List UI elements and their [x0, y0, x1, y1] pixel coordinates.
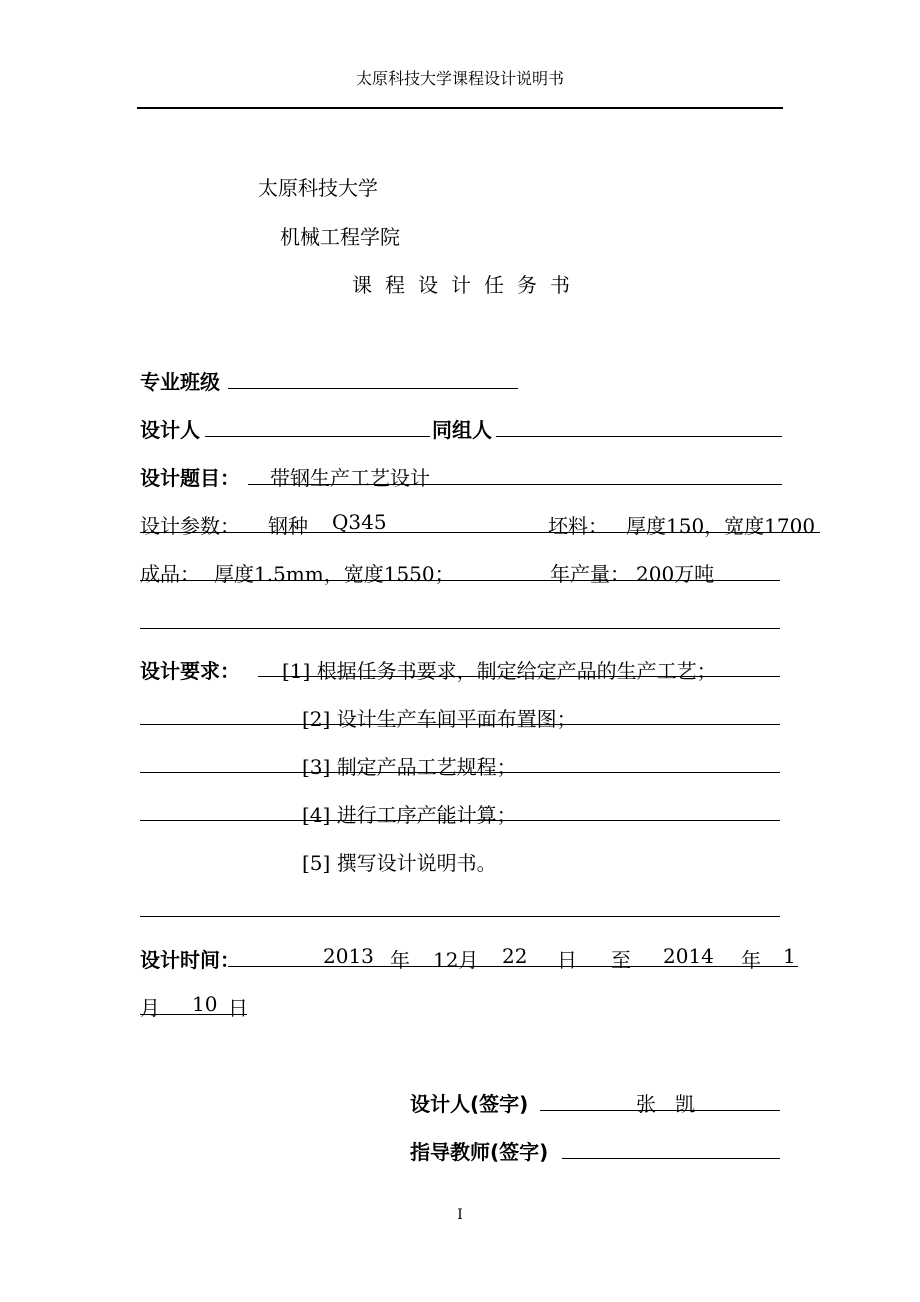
end-year: 2014 [663, 944, 714, 968]
product-label: 成品： [140, 562, 200, 586]
start-day: 22 [502, 944, 528, 968]
schedule-label: 设计时间： [140, 948, 240, 972]
requirements-label: 设计要求： [140, 659, 240, 683]
class-field-line[interactable] [228, 388, 518, 389]
partner-field-line[interactable] [496, 436, 782, 437]
start-month: 12月 [433, 948, 479, 972]
steel-label: 钢种 [268, 514, 308, 538]
partner-label: 同组人 [432, 418, 492, 442]
university-name: 太原科技大学 [258, 176, 378, 200]
advisor-signature-label: 指导教师(签字) [410, 1140, 549, 1164]
topic-label: 设计题目： [140, 466, 240, 490]
start-year: 2013 [323, 944, 374, 968]
page-number: I [457, 1207, 463, 1223]
designer-label: 设计人 [140, 418, 200, 442]
output-value: 200万吨 [636, 562, 715, 586]
blank-line-1[interactable] [140, 628, 780, 629]
end-month-num: 1 [783, 944, 796, 968]
day-char-1: 日 [557, 948, 577, 972]
designer-signature-label: 设计人(签字) [410, 1092, 529, 1116]
doc-title: 课程设计任务书 [352, 273, 583, 297]
year-char-1: 年 [390, 948, 410, 972]
month-char: 月 [140, 996, 160, 1020]
topic-value: 带钢生产工艺设计 [270, 466, 430, 490]
class-label: 专业班级 [140, 370, 220, 394]
college-name: 机械工程学院 [280, 225, 400, 249]
blank-label: 坯料： [548, 514, 608, 538]
blank-line-2[interactable] [140, 916, 780, 917]
designer-field-line[interactable] [205, 436, 430, 437]
to-char: 至 [611, 948, 631, 972]
requirement-item-2: [2] 设计生产车间平面布置图； [302, 707, 577, 731]
product-value: 厚度1.5mm，宽度1550； [214, 562, 455, 586]
blank-value: 厚度150，宽度1700 [626, 514, 816, 538]
output-label: 年产量： [550, 562, 630, 586]
requirement-item-3: [3] 制定产品工艺规程； [302, 755, 517, 779]
requirement-item-5: [5] 撰写设计说明书。 [302, 851, 497, 875]
steel-value: Q345 [332, 510, 387, 534]
year-char-2: 年 [741, 948, 761, 972]
params-label: 设计参数： [140, 514, 240, 538]
day-char-2: 日 [228, 996, 248, 1020]
requirement-item-1: [1] 根据任务书要求，制定给定产品的生产工艺； [282, 659, 717, 683]
page-header-title: 太原科技大学课程设计说明书 [355, 69, 564, 88]
requirement-item-4: [4] 进行工序产能计算； [302, 803, 517, 827]
designer-signature-name: 张 凯 [636, 1092, 696, 1116]
advisor-signature-line[interactable] [562, 1158, 780, 1159]
header-rule [137, 107, 783, 109]
end-day: 10 [192, 992, 218, 1016]
